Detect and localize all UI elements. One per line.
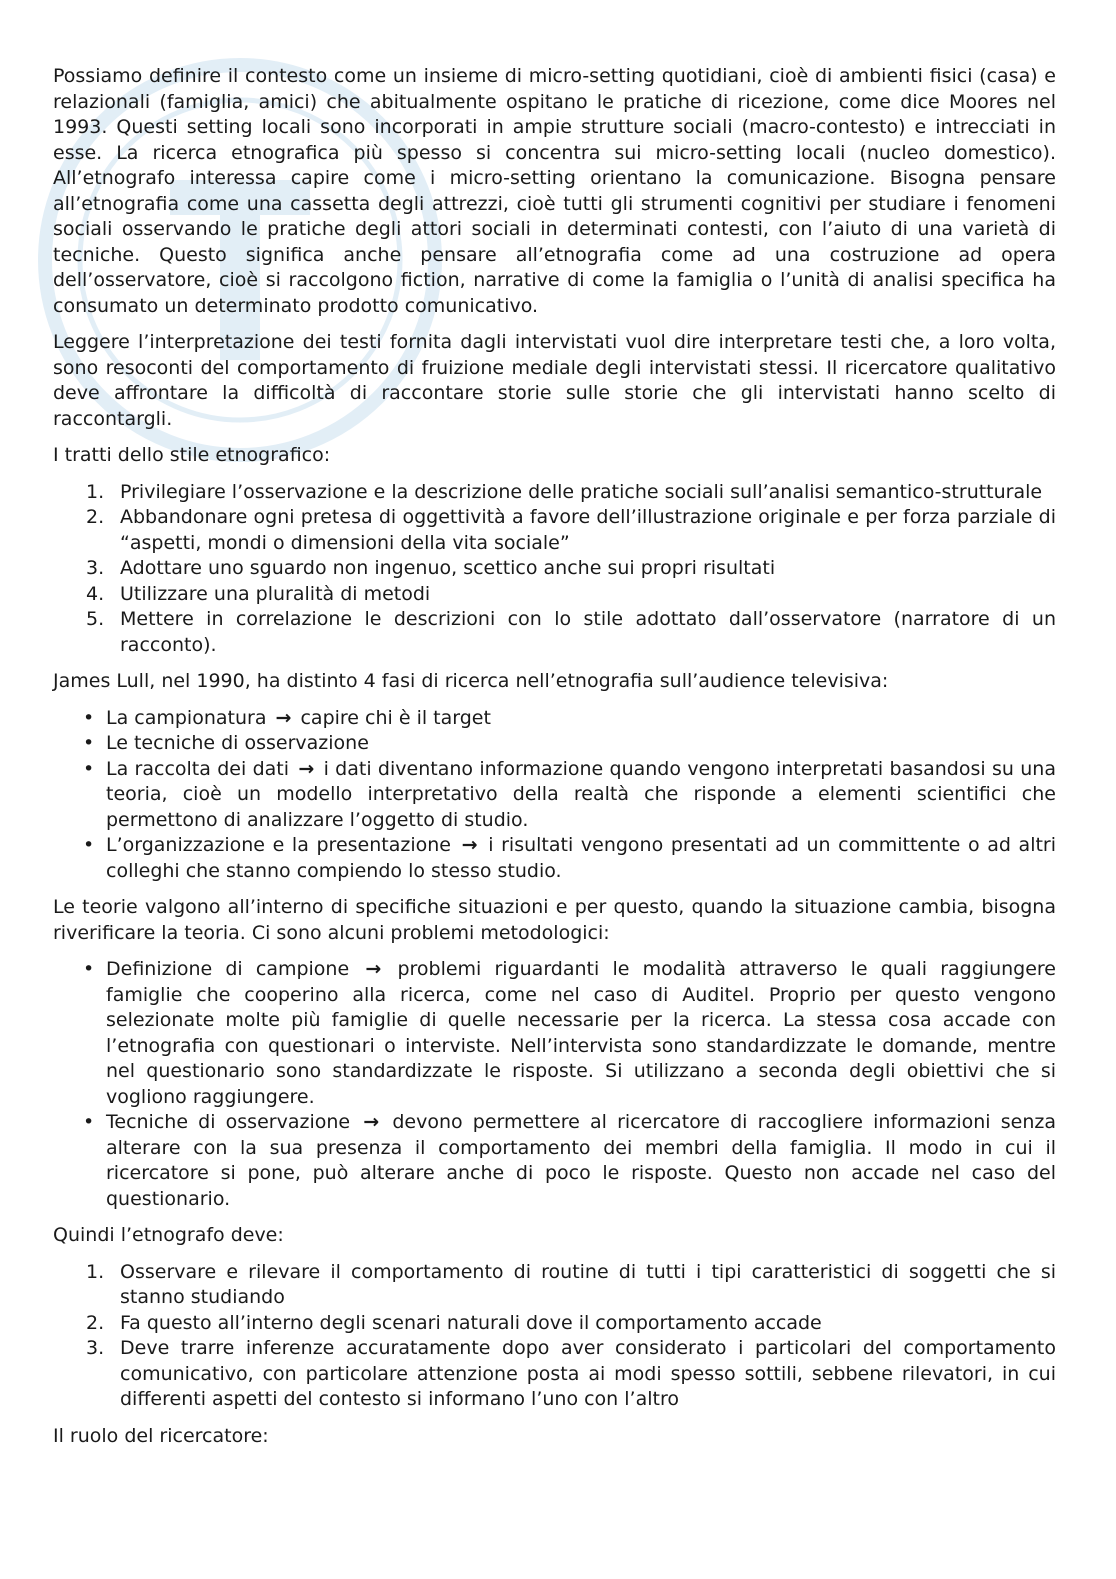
paragraph-ethnographer-must: Quindi l’etnografo deve: <box>53 1224 284 1246</box>
list-item: • Tecniche di osservazione → devono permettere al ricercatore di raccogliere informazioni senza alterare con la sua presenza il comportamento dei membri della famiglia. Il modo in cui il ricercatore si pone, può alterare anche di poco le risposte. Questo non accade nel caso del questionario. <box>83 1111 1056 1210</box>
list-item: 1. Osservare e rilevare il comportamento di routine di tutti i tipi caratteristici di soggetti che si stanno studiando <box>86 1260 1056 1308</box>
document-page <box>53 64 1056 1460</box>
list-item: • Definizione di campione → problemi riguardanti le modalità attraverso le quali raggiungere famiglie che cooperino alla ricerca, come nel caso di Auditel. Proprio per questo vengono selezionate molte più famiglie di quelle necessarie per la ricerca. La stessa cosa accade con l’etnografia con questionari o interviste. Nell’intervista sono standardizzate le domande, mentre nel questionario sono standardizzate le risposte. Si utilizzano a seconda degli obiettivi che si vogliono raggiungere. <box>83 958 1056 1108</box>
list-item: 5. Mettere in correlazione le descrizioni con lo stile adottato dall’osservatore (narratore di un racconto). <box>86 608 1056 656</box>
ethnographer-tasks-list <box>53 1260 1056 1413</box>
list-item: 3. Deve trarre inferenze accuratamente dopo aver considerato i particolari del comportamento comunicativo, con particolare attenzione posta ai modi spesso sottili, sebbene rilevatori, in cui differenti aspetti del contesto si informano l’uno con l’altro <box>86 1337 1056 1410</box>
list-item: • La campionatura → capire chi è il target <box>83 706 491 729</box>
list-item: • La raccolta dei dati → i dati diventano informazione quando vengono interpretati basandosi su una teoria, cioè un modello interpretativo della realtà che risponde a elementi scientifici che permettono di analizzare l’oggetto di studio. <box>83 757 1056 831</box>
arrow-right-icon: → <box>365 958 382 980</box>
list-item: • Le tecniche di osservazione <box>83 732 369 754</box>
paragraph-lull-phases: James Lull, nel 1990, ha distinto 4 fasi di ricerca nell’etnografia sull’audience televisiva: <box>53 670 889 692</box>
list-item: 1. Privilegiare l’osservazione e la descrizione delle pratiche sociali sull’analisi semantico-strutturale <box>86 480 1043 503</box>
arrow-right-icon: → <box>461 834 478 856</box>
methodological-problems-list <box>53 957 1056 1212</box>
arrow-right-icon: → <box>298 757 315 780</box>
arrow-right-icon: → <box>363 1111 380 1133</box>
ethnographic-traits-list <box>53 480 1056 659</box>
list-item: • L’organizzazione e la presentazione → i risultati vengono presentati ad un committente o ad altri colleghi che stanno compiendo lo stesso studio. <box>83 834 1057 882</box>
list-item: 2. Abbandonare ogni pretesa di oggettività a favore dell’illustrazione originale e per forza parziale di “aspetti, mondi o dimensioni della vita sociale” <box>86 506 1056 554</box>
list-item: 2. Fa questo all’interno degli scenari naturali dove il comportamento accade <box>86 1311 822 1334</box>
arrow-right-icon: → <box>275 706 292 729</box>
paragraph-context: Possiamo definire il contesto come un insieme di micro-setting quotidiani, cioè di ambienti fisici (casa) e relazionali (famiglia, amici) che abitualmente ospitano le pratiche di ricezione, come dice Moores nel 1993. Questi setting locali sono incorporati in ampie strutture sociali (macro-contesto) e intrecciati in esse. La ricerca etnografica più spesso si concentra sui micro-setting locali (nucleo domestico). All’etnografo interessa capire come i micro-setting orientano la comunicazione. Bisogna pensare all’etnografia come una cassetta degli attrezzi, cioè tutti gli strumenti cognitivi per studiare i fenomeni sociali osservando le pratiche degli attori sociali in determinati contesti, con l’aiuto di una varietà di tecniche. Questo significa anche pensare all’etnografia come ad una costruzione ad opera dell’osservatore, cioè si raccolgono fiction, narrative di come la famiglia o l’unità di analisi specifica ha consumato un determinato prodotto comunicativo. <box>53 65 1056 317</box>
research-phases-list <box>53 706 1056 885</box>
paragraph-interpretation: Leggere l’interpretazione dei testi fornita dagli intervistati vuol dire interpretare testi che, a loro volta, sono resoconti del comportamento di fruizione mediale degli intervistati stessi. Il ricercatore qualitativo deve affrontare la difficoltà di raccontare storie sulle storie che gli intervistati hanno scelto di raccontargli. <box>53 331 1056 430</box>
list-item: 4. Utilizzare una pluralità di metodi <box>86 582 431 605</box>
paragraph-theories: Le teorie valgono all’interno di specifiche situazioni e per questo, quando la situazione cambia, bisogna riverificare la teoria. Ci sono alcuni problemi metodologici: <box>53 896 1056 944</box>
paragraph-researcher-role: Il ruolo del ricercatore: <box>53 1424 269 1447</box>
paragraph-ethnographic-traits-heading: I tratti dello stile etnografico: <box>53 444 331 466</box>
list-item: 3. Adottare uno sguardo non ingenuo, scettico anche sui propri risultati <box>86 557 776 579</box>
